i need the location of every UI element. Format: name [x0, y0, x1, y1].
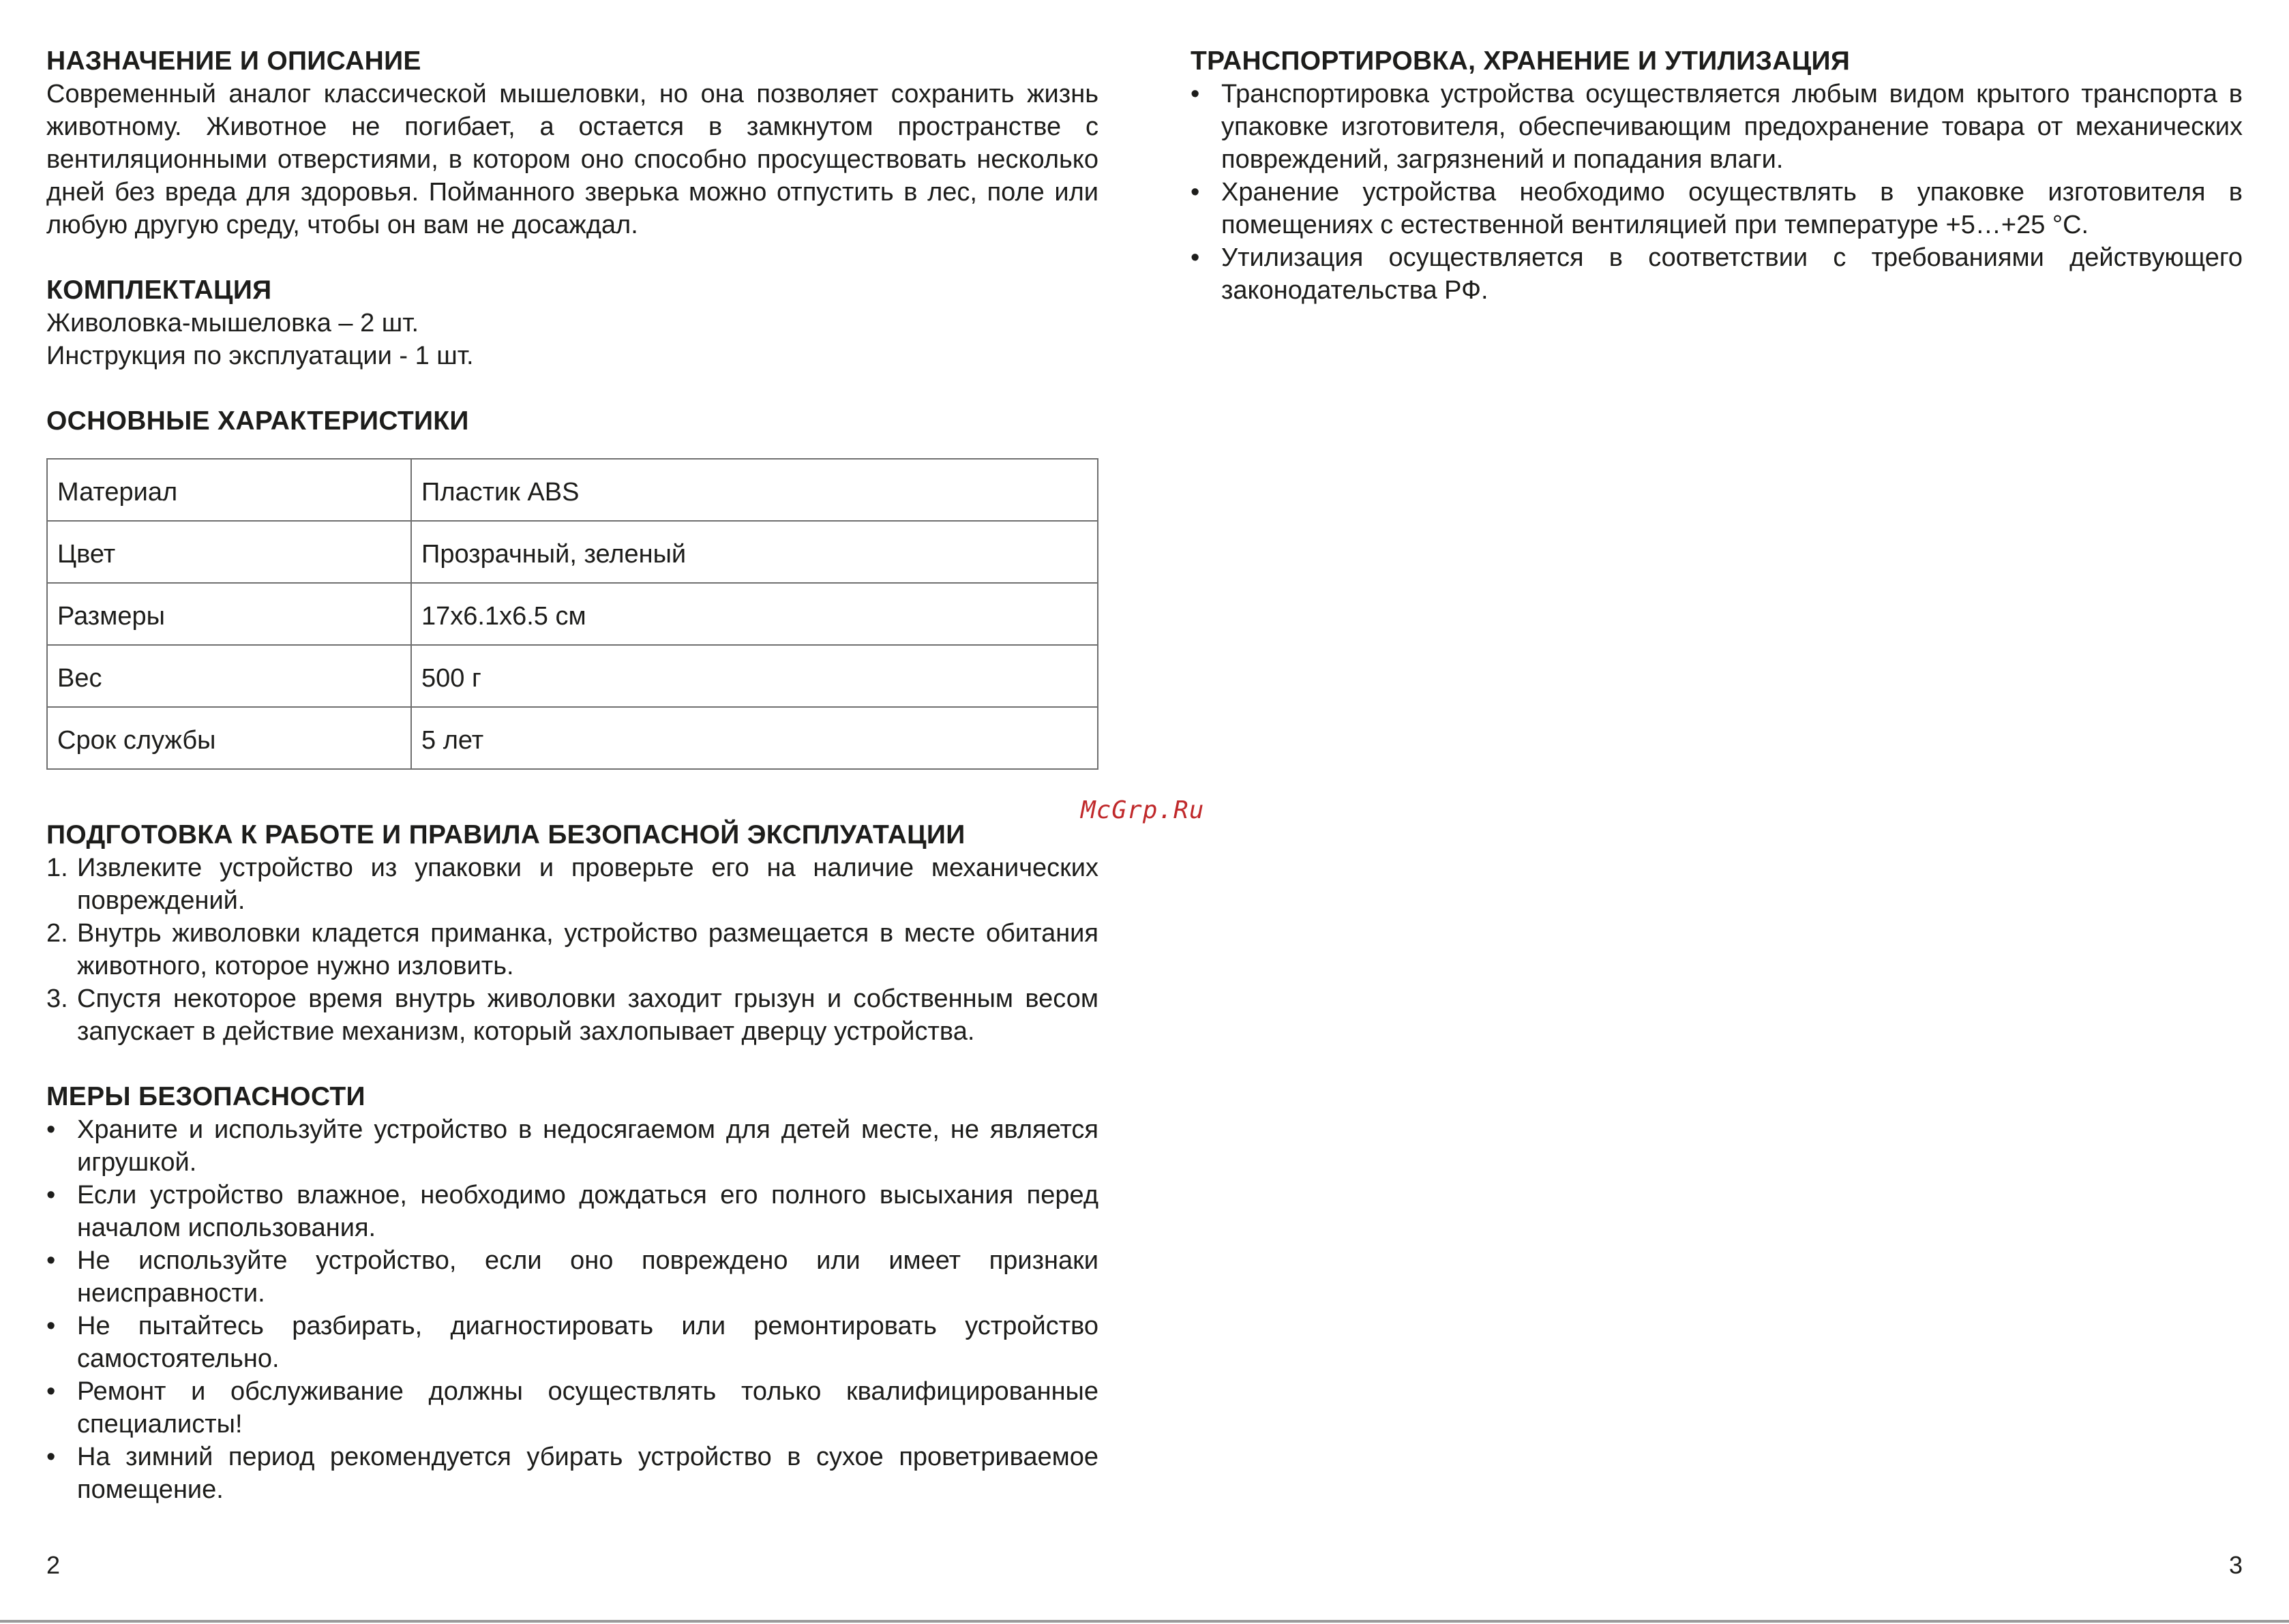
preparation-heading: ПОДГОТОВКА К РАБОТЕ И ПРАВИЛА БЕЗОПАСНОЙ ЭКСПЛУАТАЦИИ [46, 820, 966, 849]
bullet-icon: • [46, 1312, 56, 1340]
bullet-icon: • [46, 1443, 56, 1471]
list-item [1191, 241, 2243, 307]
bullet-icon: • [1191, 80, 1200, 108]
item-text: Утилизация осуществляется в соответствии с требованиями действующего законодательства РФ. [1221, 243, 2243, 305]
spec-value: Прозрачный, зеленый [411, 521, 1098, 583]
list-item [46, 1310, 1098, 1375]
list-item [46, 1179, 1098, 1244]
list-item [1191, 176, 2243, 241]
purpose-section [46, 45, 1098, 241]
item-text: Внутрь живоловки кладется приманка, устройство размещается в месте обитания животного, которое нужно изловить. [77, 919, 1098, 980]
item-text: Транспортировка устройства осуществляется любым видом крытого транспорта в упаковке изготовителя, обеспечивающим предохранение товара от механических повреждений, загрязнений и попадания влаги. [1221, 80, 2243, 174]
transport-section [1191, 45, 2243, 307]
list-item [46, 852, 1098, 917]
spec-value: Пластик ABS [411, 459, 1098, 521]
spec-key: Срок службы [47, 707, 411, 769]
item-number: 3. [46, 984, 68, 1013]
table-row [47, 459, 1098, 521]
bottom-divider [0, 1620, 2289, 1623]
specs-section [46, 405, 1098, 770]
spec-key: Вес [47, 645, 411, 707]
safety-heading: МЕРЫ БЕЗОПАСНОСТИ [46, 1082, 365, 1111]
page-number: 3 [2228, 1551, 2243, 1579]
table-row [47, 707, 1098, 769]
bullet-icon: • [46, 1246, 56, 1275]
kit-line: Живоловка-мышеловка – 2 шт. [46, 309, 419, 337]
list-item [46, 1244, 1098, 1310]
spec-value: 500 г [411, 645, 1098, 707]
watermark-link[interactable]: McGrp.Ru [1081, 796, 1205, 824]
page-number: 2 [46, 1551, 61, 1579]
left-page [46, 0, 1098, 1624]
spec-key: Цвет [47, 521, 411, 583]
kit-heading: КОМПЛЕКТАЦИЯ [46, 275, 272, 305]
spec-key: Размеры [47, 583, 411, 645]
right-page [1191, 0, 2243, 1624]
specs-heading: ОСНОВНЫЕ ХАРАКТЕРИСТИКИ [46, 406, 469, 436]
item-text: Извлеките устройство из упаковки и проверьте его на наличие механических повреждений. [77, 854, 1098, 915]
list-item [46, 1375, 1098, 1441]
item-number: 1. [46, 854, 68, 882]
purpose-heading: НАЗНАЧЕНИЕ И ОПИСАНИЕ [46, 46, 421, 76]
spec-value: 5 лет [411, 707, 1098, 769]
item-text: Не используйте устройство, если оно повреждено или имеет признаки неисправности. [77, 1246, 1098, 1308]
bullet-icon: • [46, 1377, 56, 1406]
bullet-icon: • [1191, 178, 1200, 207]
item-text: Ремонт и обслуживание должны осуществлять только квалифицированные специалисты! [77, 1377, 1098, 1439]
item-text: Спустя некоторое время внутрь живоловки заходит грызун и собственным весом запускает в действие механизм, который захлопывает дверцу устройства. [77, 984, 1098, 1046]
table-row [47, 645, 1098, 707]
kit-section [46, 274, 1098, 372]
kit-line: Инструкция по эксплуатации - 1 шт. [46, 342, 474, 370]
item-text: Если устройство влажное, необходимо дождаться его полного высыхания перед началом использования. [77, 1181, 1098, 1242]
transport-heading: ТРАНСПОРТИРОВКА, ХРАНЕНИЕ И УТИЛИЗАЦИЯ [1191, 46, 1851, 76]
list-item [46, 982, 1098, 1048]
right-page-content [1191, 45, 2243, 307]
item-text: На зимний период рекомендуется убирать устройство в сухое проветриваемое помещение. [77, 1443, 1098, 1504]
spec-value: 17x6.1x6.5 см [411, 583, 1098, 645]
list-item [46, 1441, 1098, 1506]
spec-key: Материал [47, 459, 411, 521]
transport-list [1191, 78, 2243, 307]
list-item [46, 917, 1098, 982]
list-item [1191, 78, 2243, 176]
item-text: Не пытайтесь разбирать, диагностировать или ремонтировать устройство самостоятельно. [77, 1312, 1098, 1373]
bullet-icon: • [46, 1115, 56, 1144]
bullet-icon: • [46, 1181, 56, 1209]
item-text: Хранение устройства необходимо осуществлять в упаковке изготовителя в помещениях с естественной вентиляцией при температуре +5…+25 °С. [1221, 178, 2243, 239]
purpose-text: Современный аналог классической мышеловки, но она позволяет сохранить жизнь животному. Животное не погибает, а остается в замкнутом пространстве с вентиляционными отверстиями, в котором оно способно просуществовать несколько дней без вреда для здоровья. Пойманного зверька можно отпустить в лес, поле или любую другую среду, чтобы он вам не досаждал. [46, 80, 1098, 239]
preparation-list [46, 852, 1098, 1048]
item-number: 2. [46, 919, 68, 948]
left-page-content [46, 45, 1098, 1506]
safety-list [46, 1113, 1098, 1506]
preparation-section [46, 819, 1098, 1048]
table-row [47, 521, 1098, 583]
safety-section [46, 1081, 1098, 1506]
bullet-icon: • [1191, 243, 1200, 272]
table-row [47, 583, 1098, 645]
item-text: Храните и используйте устройство в недосягаемом для детей месте, не является игрушкой. [77, 1115, 1098, 1177]
specs-table [46, 458, 1098, 770]
list-item [46, 1113, 1098, 1179]
